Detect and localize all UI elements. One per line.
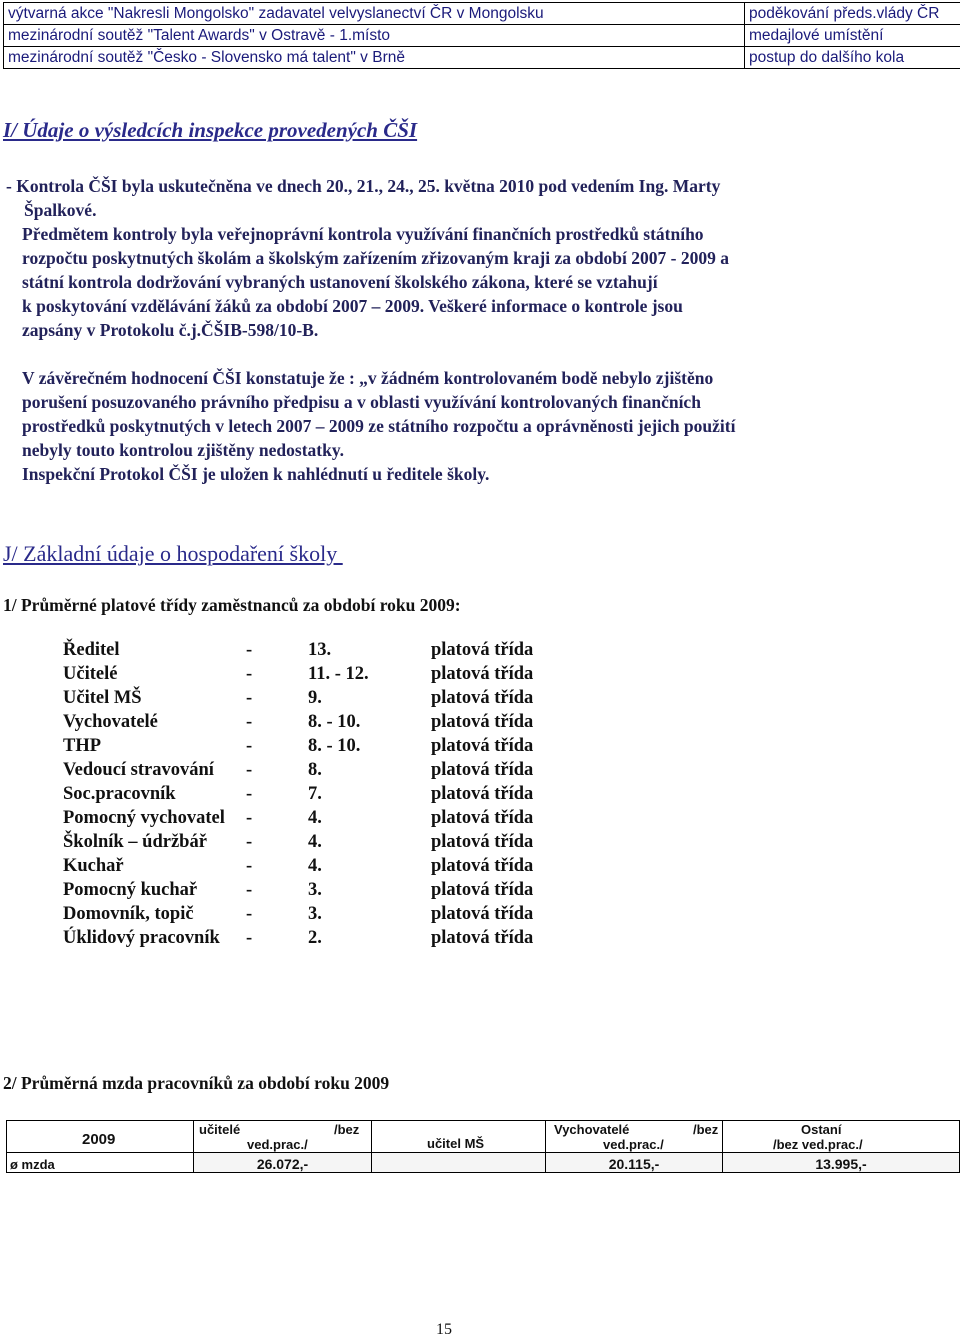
grade-dash: - bbox=[246, 664, 252, 685]
grade-unit: platová třída bbox=[431, 688, 533, 709]
text-line: nebyly touto kontrolou zjištěny nedostatky. bbox=[22, 438, 735, 462]
award-result: medajlové umístění bbox=[745, 25, 960, 47]
grade-value: 4. bbox=[308, 856, 322, 877]
text-line: Předmětem kontroly byla veřejnoprávní kontrola využívání finančních prostředků státního bbox=[22, 222, 729, 246]
grade-unit: platová třída bbox=[431, 736, 533, 757]
section-i-heading: I/ Údaje o výsledcích inspekce provedených ČŠI bbox=[3, 118, 417, 143]
wage-value-educators: 20.115,- bbox=[546, 1153, 723, 1173]
grade-role: Úklidový pracovník bbox=[63, 928, 220, 949]
awards-row bbox=[4, 47, 960, 69]
grade-unit: platová třída bbox=[431, 808, 533, 829]
awards-row bbox=[4, 3, 960, 25]
wage-header-educators: Vychovatelé /bez ved.prac./ bbox=[546, 1121, 723, 1153]
grade-value: 2. bbox=[308, 928, 322, 949]
grade-role: Školník – údržbář bbox=[63, 832, 207, 853]
award-result: postup do dalšího kola bbox=[745, 47, 960, 69]
grade-value: 9. bbox=[308, 688, 322, 709]
grade-role: Kuchař bbox=[63, 856, 124, 877]
grade-dash: - bbox=[246, 928, 252, 949]
grade-value: 8. bbox=[308, 760, 322, 781]
grade-value: 4. bbox=[308, 808, 322, 829]
text-line: porušení posuzovaného právního předpisu a v oblasti využívání kontrolovaných finančních bbox=[22, 390, 735, 414]
grade-dash: - bbox=[246, 832, 252, 853]
inspection-conclusion-paragraph bbox=[22, 366, 735, 486]
grade-value: 11. - 12. bbox=[308, 664, 369, 685]
text-line: Inspekční Protokol ČŠI je uložen k nahlédnutí u ředitele školy. bbox=[22, 462, 735, 486]
wage-header-others: Ostaní /bez ved.prac./ bbox=[723, 1121, 960, 1153]
grade-unit: platová třída bbox=[431, 664, 533, 685]
grade-role: Učitel MŠ bbox=[63, 688, 142, 709]
grade-dash: - bbox=[246, 736, 252, 757]
wage-header-teacher-ms: učitel MŠ bbox=[372, 1121, 546, 1153]
grade-value: 8. - 10. bbox=[308, 736, 360, 757]
grade-unit: platová třída bbox=[431, 640, 533, 661]
grade-value: 13. bbox=[308, 640, 331, 661]
grade-role: Domovník, topič bbox=[63, 904, 194, 925]
grade-role: Učitelé bbox=[63, 664, 117, 685]
wage-value-teachers: 26.072,- bbox=[194, 1153, 372, 1173]
inspection-paragraph bbox=[6, 174, 729, 342]
average-wage-subheading: 2/ Průměrná mzda pracovníků za období roku 2009 bbox=[3, 1073, 389, 1094]
grade-role: Pomocný vychovatel bbox=[63, 808, 225, 829]
wage-value-teacher-ms bbox=[372, 1153, 546, 1173]
grade-dash: - bbox=[246, 856, 252, 877]
wage-value-others: 13.995,- bbox=[723, 1153, 960, 1173]
grade-unit: platová třída bbox=[431, 928, 533, 949]
text-line: Špalkové. bbox=[24, 198, 729, 222]
grade-role: Soc.pracovník bbox=[63, 784, 176, 805]
page-number: 15 bbox=[436, 1321, 452, 1339]
text-line: státní kontrola dodržování vybraných ustanovení školského zákona, které se vztahují bbox=[22, 270, 729, 294]
grade-unit: platová třída bbox=[431, 904, 533, 925]
grade-dash: - bbox=[246, 880, 252, 901]
grade-value: 3. bbox=[308, 904, 322, 925]
text-line: V závěrečném hodnocení ČŠI konstatuje že : „v žádném kontrolovaném bodě nebylo zjištěno bbox=[22, 366, 735, 390]
award-event: mezinárodní soutěž "Talent Awards" v Ostravě - 1.místo bbox=[4, 25, 745, 47]
wage-header-teachers: učitelé /bez ved.prac./ bbox=[194, 1121, 372, 1153]
awards-row bbox=[4, 25, 960, 47]
grade-dash: - bbox=[246, 808, 252, 829]
grade-unit: platová třída bbox=[431, 712, 533, 733]
wage-row-label: ø mzda bbox=[7, 1153, 194, 1173]
grade-role: Vedoucí stravování bbox=[63, 760, 214, 781]
grade-role: THP bbox=[63, 736, 101, 757]
grade-unit: platová třída bbox=[431, 832, 533, 853]
grade-role: Vychovatelé bbox=[63, 712, 158, 733]
grade-dash: - bbox=[246, 712, 252, 733]
grade-value: 3. bbox=[308, 880, 322, 901]
salary-grades-subheading: 1/ Průměrné platové třídy zaměstnanců za období roku 2009: bbox=[3, 595, 461, 616]
grade-dash: - bbox=[246, 688, 252, 709]
grade-dash: - bbox=[246, 784, 252, 805]
grade-unit: platová třída bbox=[431, 880, 533, 901]
text-line: - Kontrola ČŠI byla uskutečněna ve dnech 20., 21., 24., 25. května 2010 pod vedením Ing. Marty bbox=[6, 174, 729, 198]
award-event: mezinárodní soutěž "Česko - Slovensko má talent" v Brně bbox=[4, 47, 745, 69]
text-line: prostředků poskytnutých v letech 2007 – 2009 ze státního rozpočtu a oprávněnosti jejich použití bbox=[22, 414, 735, 438]
grade-role: Ředitel bbox=[63, 640, 120, 661]
section-j-heading: J/ Základní údaje o hospodaření školy bbox=[3, 541, 343, 567]
award-result: poděkování předs.vlády ČR bbox=[745, 3, 960, 25]
grade-dash: - bbox=[246, 904, 252, 925]
grade-dash: - bbox=[246, 760, 252, 781]
grade-unit: platová třída bbox=[431, 856, 533, 877]
grade-value: 8. - 10. bbox=[308, 712, 360, 733]
grade-unit: platová třída bbox=[431, 784, 533, 805]
award-event: výtvarná akce "Nakresli Mongolsko" zadavatel velvyslanectví ČR v Mongolsku bbox=[4, 3, 745, 25]
grade-unit: platová třída bbox=[431, 760, 533, 781]
grade-value: 4. bbox=[308, 832, 322, 853]
text-line: zapsány v Protokolu č.j.ČŠIB-598/10-B. bbox=[22, 318, 729, 342]
wage-year-cell: 2009 bbox=[7, 1121, 194, 1153]
awards-table bbox=[3, 2, 960, 69]
grade-value: 7. bbox=[308, 784, 322, 805]
grade-dash: - bbox=[246, 640, 252, 661]
text-line: k poskytování vzdělávání žáků za období 2007 – 2009. Veškeré informace o kontrole jsou bbox=[22, 294, 729, 318]
average-wage-table bbox=[6, 1120, 960, 1173]
grade-role: Pomocný kuchař bbox=[63, 880, 197, 901]
text-line: rozpočtu poskytnutých školám a školským zařízením zřizovaným kraji za období 2007 - 2009 a bbox=[22, 246, 729, 270]
